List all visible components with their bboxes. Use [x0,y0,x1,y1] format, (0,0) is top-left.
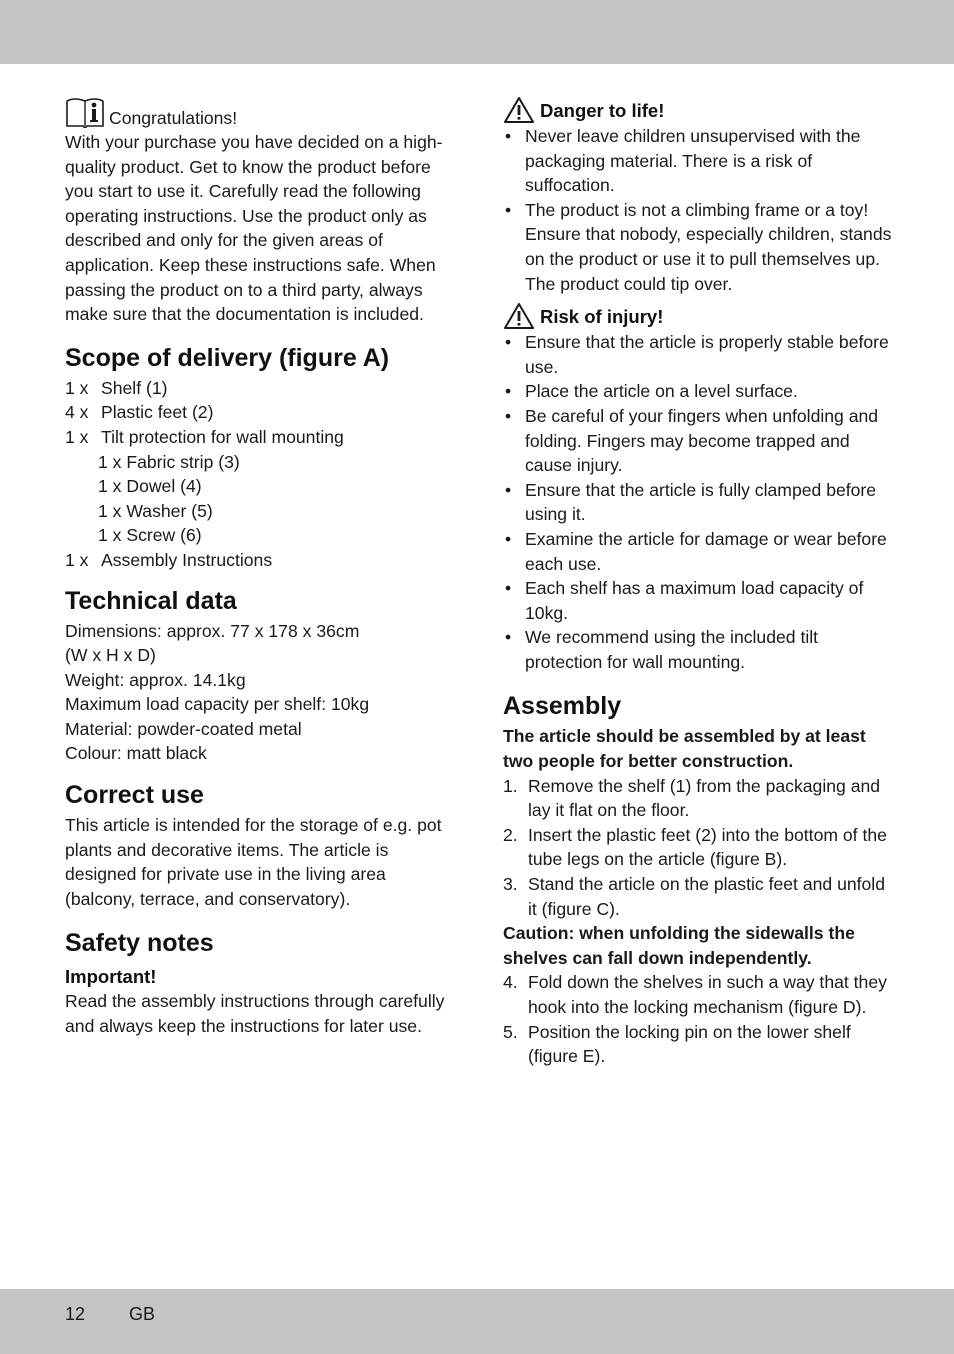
safety-paragraph: Read the assembly instructions through carefully and always keep the instructions for later use. [65,991,445,1037]
congrats-text: Congratulations! [109,108,238,128]
header-bar [0,0,954,64]
technical-line: Weight: approx. 14.1kg [65,669,246,690]
scope-item: 4 x Plastic feet (2) [65,402,214,423]
right-column [503,96,895,1069]
intro-heading [65,96,450,128]
assembly-step: 4. Fold down the shelves in such a way that they hook into the locking mechanism (figure D). [503,972,887,1017]
important-heading: Important! [65,966,157,988]
technical-line: Colour: matt black [65,743,207,764]
technical-lines [65,619,450,767]
risk-heading: Risk of injury! [540,305,664,327]
list-item: • Be careful of your fingers when unfolding and folding. Fingers may become trapped and cause injury. [505,405,879,476]
caution-note: Caution: when unfolding the sidewalls the shelves can fall down independently. [503,923,855,968]
assembly-steps [503,774,895,922]
list-item: • Ensure that the article is properly stable before use. [505,332,889,377]
technical-line: Dimensions: approx. 77 x 178 x 36cm [65,620,360,641]
danger-heading-row [503,96,895,124]
page-number: 12 [65,1304,86,1324]
assembly-step: 1. Remove the shelf (1) from the packaging and lay it flat on the floor. [503,775,881,821]
assembly-heading: Assembly [503,692,622,721]
technical-line: Maximum load capacity per shelf: 10kg [65,694,370,715]
list-item: • The product is not a climbing frame or a toy! Ensure that nobody, especially children, stands on the product or use it to pull themselves up. The product could tip over. [505,199,892,294]
scope-item: 1 x Tilt protection for wall mounting [65,426,344,447]
list-item: • Ensure that the article is fully clamped before using it. [505,479,877,525]
warning-triangle-icon [503,302,535,330]
correct-use-paragraph: This article is intended for the storage of e.g. pot plants and decorative items. The article is designed for private use in the living area (balcony, terrace, and conservatory). [65,815,442,909]
list-item: • Never leave children unsupervised with the packaging material. There is a risk of suffocation. [505,126,861,196]
danger-list [503,124,895,296]
technical-heading: Technical data [65,586,237,615]
scope-list [65,376,450,573]
safety-heading: Safety notes [65,929,214,958]
scope-subitem: 1 x Fabric strip (3) [98,451,240,472]
scope-heading: Scope of delivery (figure A) [65,343,390,372]
correct-use-heading: Correct use [65,781,204,810]
list-item: • Examine the article for damage or wear before each use. [505,528,887,574]
language-code: GB [129,1304,156,1324]
left-column [65,96,450,1039]
assembly-steps-continued [503,970,895,1068]
warning-triangle-icon [503,96,535,124]
info-book-icon [65,96,105,128]
risk-heading-row [503,302,895,330]
assembly-note: The article should be assembled by at least two people for better construction. [503,726,866,772]
scope-item: 1 x Assembly Instructions [65,549,273,570]
assembly-step: 2. Insert the plastic feet (2) into the bottom of the tube legs on the article (figure B). [503,824,887,870]
list-item: • We recommend using the included tilt protection for wall mounting. [505,627,819,672]
scope-subitem: 1 x Screw (6) [98,525,202,546]
scope-subitem: 1 x Dowel (4) [98,476,202,497]
technical-line: (W x H x D) [65,645,156,666]
list-item: • Place the article on a level surface. [505,381,798,402]
assembly-step: 5. Position the locking pin on the lower shelf (figure E). [503,1021,851,1067]
scope-item: 1 x Shelf (1) [65,377,168,398]
intro-paragraph: With your purchase you have decided on a high-quality product. Get to know the product before you start to use it. Carefully read the following operating instructions. Use the product only as described and only for the given areas of application. Keep these instructions safe. When passing the product on to a third party, always make sure that the documentation is included. [65,132,443,325]
technical-line: Material: powder-coated metal [65,718,302,739]
risk-list [503,330,895,674]
list-item: • Each shelf has a maximum load capacity of 10kg. [505,578,864,623]
scope-subitem: 1 x Washer (5) [98,500,213,521]
danger-heading: Danger to life! [540,99,665,121]
assembly-step: 3. Stand the article on the plastic feet and unfold it (figure C). [503,874,886,919]
